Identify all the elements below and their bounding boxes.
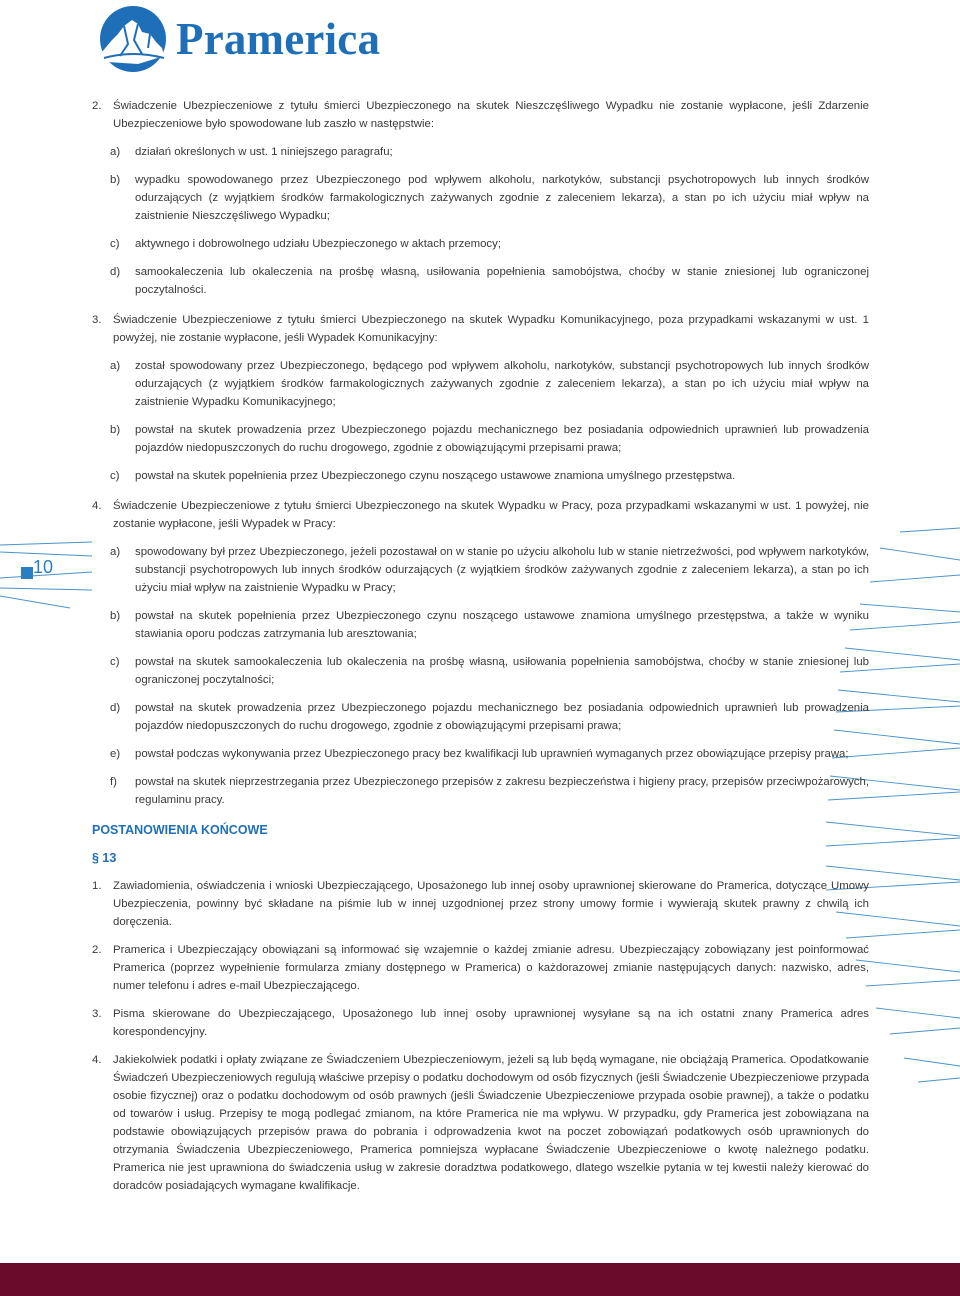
list-item bbox=[110, 235, 869, 253]
item-text: powstał na skutek popełnienia przez Ubezpieczonego czynu noszącego ustawowe znamiona umyślnego przestępstwa, a także w wyniku stawiania oporu podczas zatrzymania lub aresztowania; bbox=[135, 610, 869, 640]
final-point bbox=[92, 1051, 869, 1195]
item-letter: b) bbox=[110, 174, 121, 186]
final-point bbox=[92, 941, 869, 995]
point-text: Zawiadomienia, oświadczenia i wnioski Ubezpieczającego, Uposażonego lub innej osoby uprawnionej skierowane do Pramerica, dotyczące Umowy Ubezpieczenia, powinny być składane na piśmie lub w innej uzgodnionej przez strony umowy formie i wywierają skutek prawny z chwilą ich doręczenia. bbox=[113, 880, 869, 928]
list-item bbox=[110, 607, 869, 643]
page-number-marker bbox=[21, 567, 33, 579]
point-text: Jakiekolwiek podatki i opłaty związane ze Świadczeniem Ubezpieczeniowym, jeżeli są lub będą wymagane, nie obciążają Pramerica. Opodatkowanie Świadczeń Ubezpieczeniowych regulują właściwe przepisy o podatku dochodowym od osób fizycznych (jeśli Świadczenie Ubezpieczeniowe przypada osobie fizycznej) oraz o podatku dochodowym od osób prawnych (jeśli Świadczenie Ubezpieczeniowe przypada osobie prawnej), a także o podatku od towarów i usług. Przepisy te mogą podlegać zmianom, na które Pramerica nie ma wpływu. W przypadku, gdy Pramerica jest zobowiązana na podstawie obowiązujących przepisów prawa do pobrania i odprowadzenia kwot na poczet zobowiązań podatkowych osób uprawnionych do otrzymania Świadczenia Ubezpieczeniowego, Pramerica pomniejsza wypłacane Świadczenie Ubezpieczeniowe o kwotę należnego podatku. Pramerica nie jest uprawniona do świadczenia usług w zakresie doradztwa podatkowego, dlatego wszelkie pytania w tej kwestii należy kierować do doradców posiadających wymagane kwalifikacje. bbox=[113, 1054, 869, 1192]
section-text: Świadczenie Ubezpieczeniowe z tytułu śmierci Ubezpieczonego na skutek Nieszczęśliwego Wypadku nie zostanie wypłacone, jeśli Zdarzenie Ubezpieczeniowe było spowodowane lub zaszło w następstwie: bbox=[113, 100, 869, 130]
item-letter: a) bbox=[110, 146, 121, 158]
brand-logo bbox=[98, 3, 380, 75]
item-text: aktywnego i dobrowolnego udziału Ubezpieczonego w aktach przemocy; bbox=[135, 238, 501, 250]
item-letter: d) bbox=[110, 266, 121, 278]
item-letter: e) bbox=[110, 748, 121, 760]
item-letter: d) bbox=[110, 702, 121, 714]
footer-bar bbox=[0, 1263, 960, 1296]
page-number-text: 10 bbox=[33, 557, 54, 577]
section-number: 4. bbox=[92, 500, 102, 512]
item-letter: a) bbox=[110, 360, 121, 372]
list-item bbox=[110, 143, 869, 161]
item-text: powstał na skutek popełnienia przez Ubezpieczonego czynu noszącego ustawowe znamiona umyślnego przestępstwa. bbox=[135, 470, 736, 482]
document-body bbox=[92, 97, 869, 1195]
point-number: 4. bbox=[92, 1054, 102, 1066]
item-text: powstał na skutek samookaleczenia lub okaleczenia na prośbę własną, usiłowania popełnienia samobójstwa, choćby w stanie zniesionej lub ograniczonej poczytalności; bbox=[135, 656, 869, 686]
list-item bbox=[110, 421, 869, 457]
item-letter: b) bbox=[110, 610, 121, 622]
item-text: spowodowany był przez Ubezpieczonego, jeżeli pozostawał on w stanie po użyciu alkoholu lub w stanie nietrzeźwości, pod wpływem narkotyków, substancji psychotropowych lub innych środków odurzających (z wyjątkiem środków zażywanych zgodnie z zaleceniem lekarza), a stan po ich użyciu miał wpływ na zaistnienie Wypadku w Pracy; bbox=[135, 546, 869, 594]
item-text: samookaleczenia lub okaleczenia na prośbę własną, usiłowania popełnienia samobójstwa, choćby w stanie zniesionej lub ograniczonej poczytalności. bbox=[135, 266, 869, 296]
final-point bbox=[92, 1005, 869, 1041]
section-text: Świadczenie Ubezpieczeniowe z tytułu śmierci Ubezpieczonego na skutek Wypadku w Pracy, poza przypadkami wskazanymi w ust. 1 powyżej, nie zostanie wypłacone, jeśli Wypadek w Pracy: bbox=[113, 500, 869, 530]
item-text: działań określonych w ust. 1 niniejszego paragrafu; bbox=[135, 146, 393, 158]
section-3 bbox=[92, 311, 869, 347]
item-text: wypadku spowodowanego przez Ubezpieczonego pod wpływem alkoholu, narkotyków, substancji psychotropowych lub innych środków odurzających (z wyjątkiem środków farmakologicznych zażywanych zgodnie z zaleceniem lekarza), a stan po ich użyciu miał wpływ na zaistnienie Nieszczęśliwego Wypadku; bbox=[135, 174, 869, 222]
item-text: został spowodowany przez Ubezpieczonego, będącego pod wpływem alkoholu, narkotyków, substancji psychotropowych lub innych środków odurzających (z wyjątkiem środków farmakologicznych zażywanych zgodnie z zaleceniem lekarza), a stan po ich użyciu miał wpływ na zaistnienie Wypadku Komunikacyjnego; bbox=[135, 360, 869, 408]
section-number: 2. bbox=[92, 100, 102, 112]
item-letter: c) bbox=[110, 238, 120, 250]
list-item bbox=[110, 699, 869, 735]
paragraph-number: § 13 bbox=[92, 851, 117, 865]
point-text: Pramerica i Ubezpieczający obowiązani są informować się wzajemnie o każdej zmianie adresu. Ubezpieczający zobowiązany jest poinformować Pramerica (poprzez wypełnienie formularza zmiany dostępnego w Pramerica) o każdorazowej zmianie następujących danych: nazwisko, adres, numer telefonu i adres e-mail Ubezpieczającego. bbox=[113, 944, 869, 992]
section-4 bbox=[92, 497, 869, 533]
point-text: Pisma skierowane do Ubezpieczającego, Uposażonego lub innej osoby uprawnionej wysyłane są na ich ostatni znany Pramerica adres korespondencyjny. bbox=[113, 1008, 869, 1038]
item-letter: f) bbox=[110, 776, 117, 788]
item-letter: c) bbox=[110, 470, 120, 482]
list-item bbox=[110, 543, 869, 597]
brand-wordmark: Pramerica bbox=[176, 14, 381, 64]
section-heading: POSTANOWIENIA KOŃCOWE bbox=[92, 823, 268, 837]
item-text: powstał na skutek prowadzenia przez Ubezpieczonego pojazdu mechanicznego bez posiadania odpowiednich uprawnień lub prowadzenia pojazdów niedopuszczonych do ruchu drogowego, zgodnie z obowiązującymi przepisami prawa; bbox=[135, 424, 869, 454]
item-text: powstał podczas wykonywania przez Ubezpieczonego pracy bez kwalifikacji lub uprawnień wymaganych przez obowiązujące przepisy prawa; bbox=[135, 748, 849, 760]
point-number: 2. bbox=[92, 944, 102, 956]
section-text: Świadczenie Ubezpieczeniowe z tytułu śmierci Ubezpieczonego na skutek Wypadku Komunikacyjnego, poza przypadkami wskazanymi w ust. 1 powyżej, nie zostanie wypłacone, jeśli Wypadek Komunikacyjny: bbox=[113, 314, 869, 344]
point-number: 3. bbox=[92, 1008, 102, 1020]
list-item bbox=[110, 773, 869, 809]
page-number bbox=[0, 558, 80, 584]
section-number: 3. bbox=[92, 314, 102, 326]
point-number: 1. bbox=[92, 880, 102, 892]
list-item bbox=[110, 467, 869, 485]
section-2 bbox=[92, 97, 869, 133]
list-item bbox=[110, 745, 869, 763]
list-item bbox=[110, 263, 869, 299]
item-text: powstał na skutek nieprzestrzegania przez Ubezpieczonego przepisów z zakresu bezpieczeństwa i higieny pracy, przepisów przeciwpożarowych, regulaminu pracy. bbox=[135, 776, 869, 806]
rock-logo-icon bbox=[98, 4, 168, 74]
list-item bbox=[110, 357, 869, 411]
list-item bbox=[110, 653, 869, 689]
item-letter: c) bbox=[110, 656, 120, 668]
item-letter: b) bbox=[110, 424, 121, 436]
item-letter: a) bbox=[110, 546, 121, 558]
list-item bbox=[110, 171, 869, 225]
item-text: powstał na skutek prowadzenia przez Ubezpieczonego pojazdu mechanicznego bez posiadania odpowiednich uprawnień lub prowadzenia pojazdów niedopuszczonych do ruchu drogowego, zgodnie z obowiązującymi przepisami prawa; bbox=[135, 702, 869, 732]
final-point bbox=[92, 877, 869, 931]
